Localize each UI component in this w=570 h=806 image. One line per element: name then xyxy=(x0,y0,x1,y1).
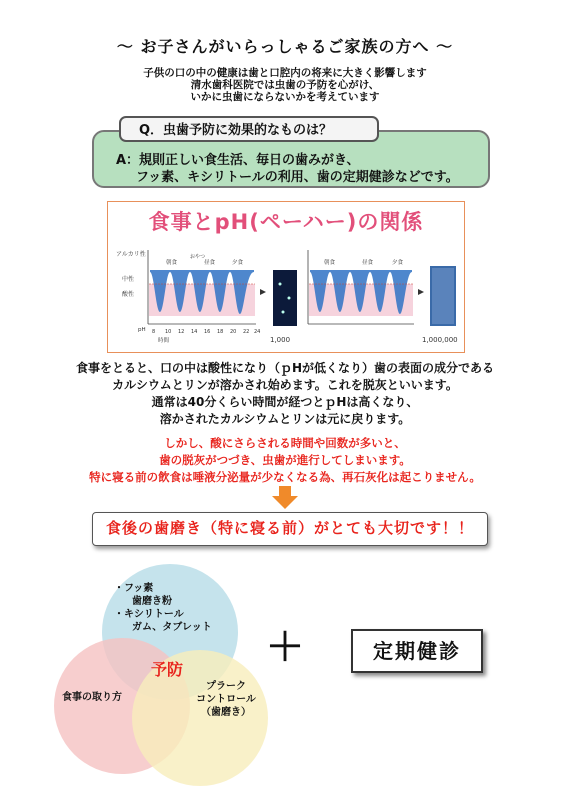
x-tick-5: 16 xyxy=(204,329,211,335)
checkup-box: 定期健診 xyxy=(351,629,483,673)
meal-left-1: 朝食 xyxy=(166,260,178,266)
y-label-acid: 酸性 xyxy=(122,291,135,298)
meal-left-2: 昼食 xyxy=(204,260,216,266)
x-tick-2: 10 xyxy=(165,329,172,335)
x-tick-4: 14 xyxy=(191,329,198,335)
venn-right-3: （歯磨き） xyxy=(201,707,251,718)
warning-line-2: 歯の脱灰がつづき、虫歯が進行してしまいます。 xyxy=(159,453,411,467)
venn-top-2: 歯磨き粉 xyxy=(132,596,172,607)
x-tick-6: 18 xyxy=(217,329,224,335)
venn-top-3: ・キシリトール xyxy=(114,609,184,620)
x-tick-9: 24 xyxy=(254,329,261,335)
page-title: ～ お子さんがいらっしゃるご家族の方へ ～ xyxy=(116,37,454,56)
warning-line-3: 特に寝る前の飲食は唾液分泌量が少なくなる為、再石灰化は起こりません。 xyxy=(89,470,481,484)
x-tick-1: 8 xyxy=(152,329,156,335)
answer-line-1: A：規則正しい食生活、毎日の歯みがき、 xyxy=(116,153,360,168)
body-line-1: 食事をとると、口の中は酸性になり（ｐHが低くなり）歯の表面の成分である xyxy=(75,361,495,375)
snack-label: おやつ xyxy=(190,254,206,260)
venn-right-2: コントロール xyxy=(196,694,256,705)
ph-label: pH xyxy=(138,327,146,333)
venn-top-1: ・フッ素 xyxy=(114,583,154,594)
meal-left-3: 夕食 xyxy=(232,260,244,266)
meal-right-1: 朝食 xyxy=(324,260,336,266)
y-label-alkaline: アルカリ性 xyxy=(116,251,146,258)
intro-line-2: 清水歯科医院では虫歯の予防を心がけ、 xyxy=(190,79,380,91)
x-tick-8: 22 xyxy=(243,329,250,335)
venn-top-4: ガム、タブレット xyxy=(132,622,212,633)
venn-center-label: 予防 xyxy=(151,660,184,679)
down-arrow-icon xyxy=(272,486,298,510)
body-line-4: 溶かされたカルシウムとリンは元に戻ります。 xyxy=(159,412,411,426)
x-tick-7: 20 xyxy=(230,329,237,335)
x-axis-label: 時間 xyxy=(158,338,170,344)
y-label-neutral: 中性 xyxy=(122,276,135,283)
body-line-2: カルシウムとリンが溶かされ始めます。これを脱灰といいます。 xyxy=(112,378,458,392)
x-tick-3: 12 xyxy=(178,329,185,335)
meal-right-2: 昼食 xyxy=(362,260,374,266)
venn-left-label: 食事の取り方 xyxy=(62,692,122,703)
figure-title: 食事とpH(ペーハー)の関係 xyxy=(148,210,424,234)
venn-right-1: プラーク xyxy=(206,681,246,692)
meal-right-3: 夕食 xyxy=(392,260,404,266)
intro-line-1: 子供の口の中の健康は歯と口腔内の将来に大きく影響します xyxy=(143,67,427,79)
count-2: 1,000,000 xyxy=(422,336,458,344)
warning-line-1: しかし、酸にさらされる時間や回数が多いと、 xyxy=(164,436,406,450)
ph-figure xyxy=(107,201,465,353)
question-box: Q．虫歯予防に効果的なものは？ xyxy=(119,116,379,142)
body-line-3: 通常は40分くらい時間が経つとｐHは高くなり、 xyxy=(151,395,419,409)
ph-chart xyxy=(108,240,464,348)
plus-icon: ＋ xyxy=(266,625,305,669)
count-1: 1,000 xyxy=(270,336,291,344)
answer-line-2: フッ素、キシリトールの利用、歯の定期健診などです。 xyxy=(136,170,459,185)
intro-line-3: いかに虫歯にならないかを考えています xyxy=(190,91,380,103)
conclusion-box: 食後の歯磨き（特に寝る前）がとても大切です！！ xyxy=(92,512,488,546)
